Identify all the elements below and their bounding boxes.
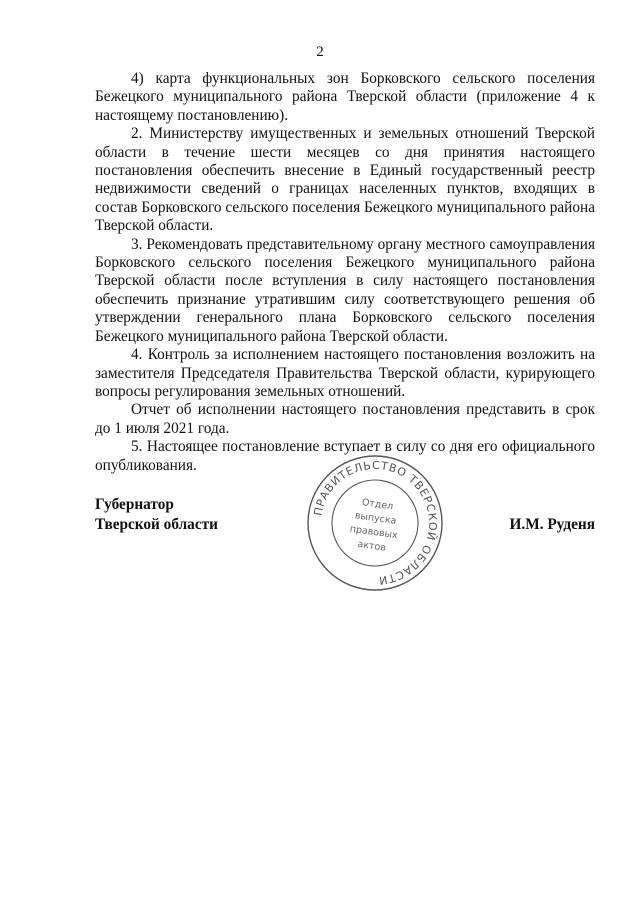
stamp-inner-line4: актов <box>356 538 387 554</box>
paragraph-item-4-map: 4) карта функциональных зон Борковского сельского поселения Бежецкого муниципального района Тверской области (приложение 4 к настоящему постановлению). <box>95 70 595 124</box>
paragraph-point-4: 4. Контроль за исполнением настоящего постановления возложить на заместителя Председателя Правительства Тверской области, курирующего вопросы регулирования земельных отношений. <box>95 346 595 400</box>
paragraph-report: Отчет об исполнении настоящего постановления представить в срок до 1 июля 2021 года. <box>95 401 595 437</box>
stamp-ring-textpath: ПРАВИТЕЛЬСТВО ТВЕРСКОЙ ОБЛАСТИ <box>311 458 440 588</box>
paragraph-point-3: 3. Рекомендовать представительному органу местного самоуправления Борковского сельского поселения Бежецкого муниципального района Тверской области после вступления в силу настоящего постановления обеспечить признание утратившим силу соответствующего решения об утверждении генерального плана Борковского сельского поселения Бежецкого муниципального района Тверской области. <box>95 235 595 345</box>
signatory-title-line1: Губернатор <box>95 496 174 513</box>
official-stamp <box>305 453 445 593</box>
page-number: 2 <box>316 44 324 60</box>
stamp-inner-line1: Отдел <box>361 497 394 513</box>
signatory-title-line2: Тверской области <box>95 516 218 533</box>
signatory-name: И.М. Руденя <box>509 516 595 533</box>
document-body <box>95 70 595 475</box>
paragraph-point-2: 2. Министерству имущественных и земельных отношений Тверской области в течение шести месяцев со дня принятия настоящего постановления обеспечить внесение в Единый государственный реестр недвижимости сведений о границах населенных пунктов, входящих в состав Борковского сельского поселения Бежецкого муниципального района Тверской области. <box>95 125 595 235</box>
stamp-inner-line2: выпуска <box>354 510 398 527</box>
signatory-title <box>95 495 218 535</box>
stamp-inner-line3: правовых <box>349 523 399 542</box>
paragraph-point-5: 5. Настоящее постановление вступает в силу со дня его официального опубликования. <box>95 438 595 474</box>
